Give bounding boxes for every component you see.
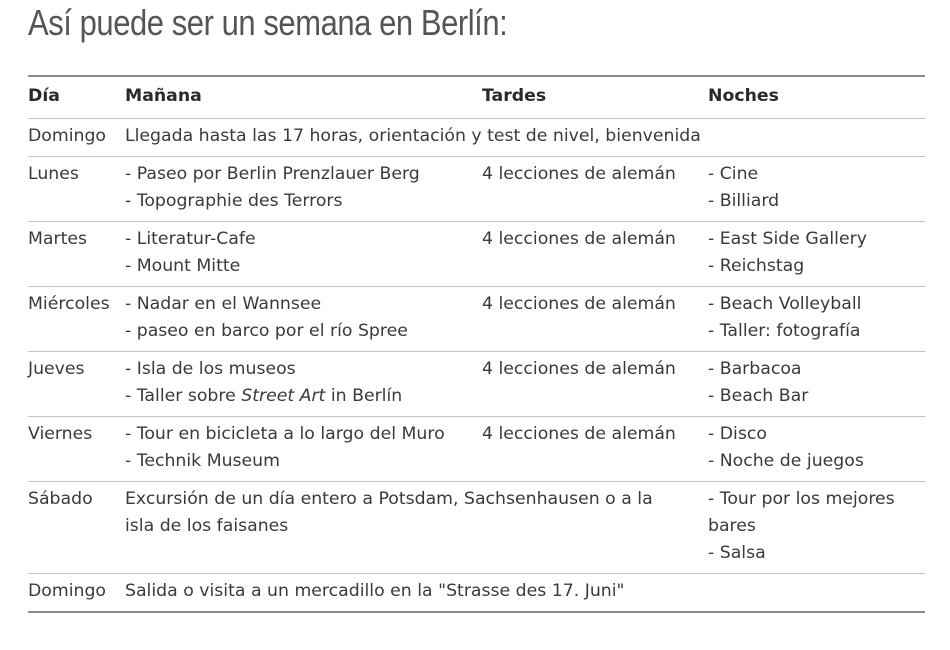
cell-day: Miércoles (28, 294, 110, 314)
cell-morning (125, 287, 482, 352)
table-row (28, 157, 925, 222)
table-row (28, 287, 925, 352)
activity-item: - Noche de juegos (708, 451, 864, 471)
activity-prefix: - Taller sobre (125, 386, 242, 406)
cell-night (708, 482, 925, 574)
activity-item: - Barbacoa (708, 359, 802, 379)
table-row (28, 352, 925, 417)
cell-text: Llegada hasta las 17 horas, orientación y test de nivel, bienvenida (125, 126, 701, 146)
table-row (28, 417, 925, 482)
activity-item: - Tour en bicicleta a lo largo del Muro (125, 424, 445, 444)
activity-item: - Disco (708, 424, 767, 444)
header-day: Día (28, 86, 60, 106)
activity-item: - Salsa (708, 543, 766, 563)
cell-afternoon: 4 lecciones de alemán (482, 294, 676, 314)
activity-item: - Literatur-Cafe (125, 229, 256, 249)
cell-morning (125, 222, 482, 287)
cell-afternoon: 4 lecciones de alemán (482, 424, 676, 444)
cell-day: Martes (28, 229, 88, 249)
header-afternoon: Tardes (482, 86, 547, 106)
cell-afternoon: 4 lecciones de alemán (482, 229, 676, 249)
activity-item: - East Side Gallery (708, 229, 867, 249)
activity-item: - Paseo por Berlin Prenzlauer Berg (125, 164, 420, 184)
cell-span (125, 482, 708, 574)
activity-suffix: in Berlín (325, 386, 403, 406)
cell-night (708, 157, 925, 222)
cell-night (708, 222, 925, 287)
page-title: Así puede ser un semana en Berlín: (28, 2, 508, 43)
cell-day: Sábado (28, 489, 93, 509)
table-row (28, 574, 925, 613)
activity-item: - Topographie des Terrors (125, 191, 343, 211)
table-row (28, 222, 925, 287)
header-morning: Mañana (125, 86, 202, 106)
cell-day: Domingo (28, 581, 107, 601)
cell-text: Salida o visita a un mercadillo en la "Strasse des 17. Juni" (125, 581, 625, 601)
activity-item: - Taller: fotografía (708, 321, 861, 341)
activity-item (125, 383, 482, 410)
activity-item: - Billiard (708, 191, 780, 211)
activity-item: - Tour por los mejores bares (708, 489, 895, 536)
cell-afternoon: 4 lecciones de alemán (482, 164, 676, 184)
header-night: Noches (708, 86, 779, 106)
cell-night (708, 352, 925, 417)
activity-item: - Mount Mitte (125, 256, 241, 276)
activity-italic-term: Street Art (241, 386, 326, 406)
cell-text: Excursión de un día entero a Potsdam, Sachsenhausen o a la isla de los faisanes (125, 489, 653, 536)
activity-item: - Nadar en el Wannsee (125, 294, 322, 314)
cell-day: Jueves (28, 359, 85, 379)
cell-morning (125, 352, 482, 417)
cell-span (125, 574, 925, 613)
table-row (28, 482, 925, 574)
cell-morning (125, 157, 482, 222)
cell-day: Domingo (28, 126, 107, 146)
cell-span (125, 119, 925, 157)
cell-night (708, 287, 925, 352)
cell-day: Viernes (28, 424, 93, 444)
cell-afternoon: 4 lecciones de alemán (482, 359, 676, 379)
table-row (28, 119, 925, 157)
activity-item: - Reichstag (708, 256, 805, 276)
weekly-schedule-table (28, 75, 925, 613)
activity-item: - paseo en barco por el río Spree (125, 321, 408, 341)
cell-day: Lunes (28, 164, 79, 184)
activity-item: - Isla de los museos (125, 359, 296, 379)
activity-item: - Beach Bar (708, 386, 809, 406)
activity-item: - Technik Museum (125, 451, 280, 471)
cell-morning (125, 417, 482, 482)
activity-item: - Beach Volleyball (708, 294, 862, 314)
activity-item: - Cine (708, 164, 759, 184)
table-header-row (28, 76, 925, 119)
cell-night (708, 417, 925, 482)
